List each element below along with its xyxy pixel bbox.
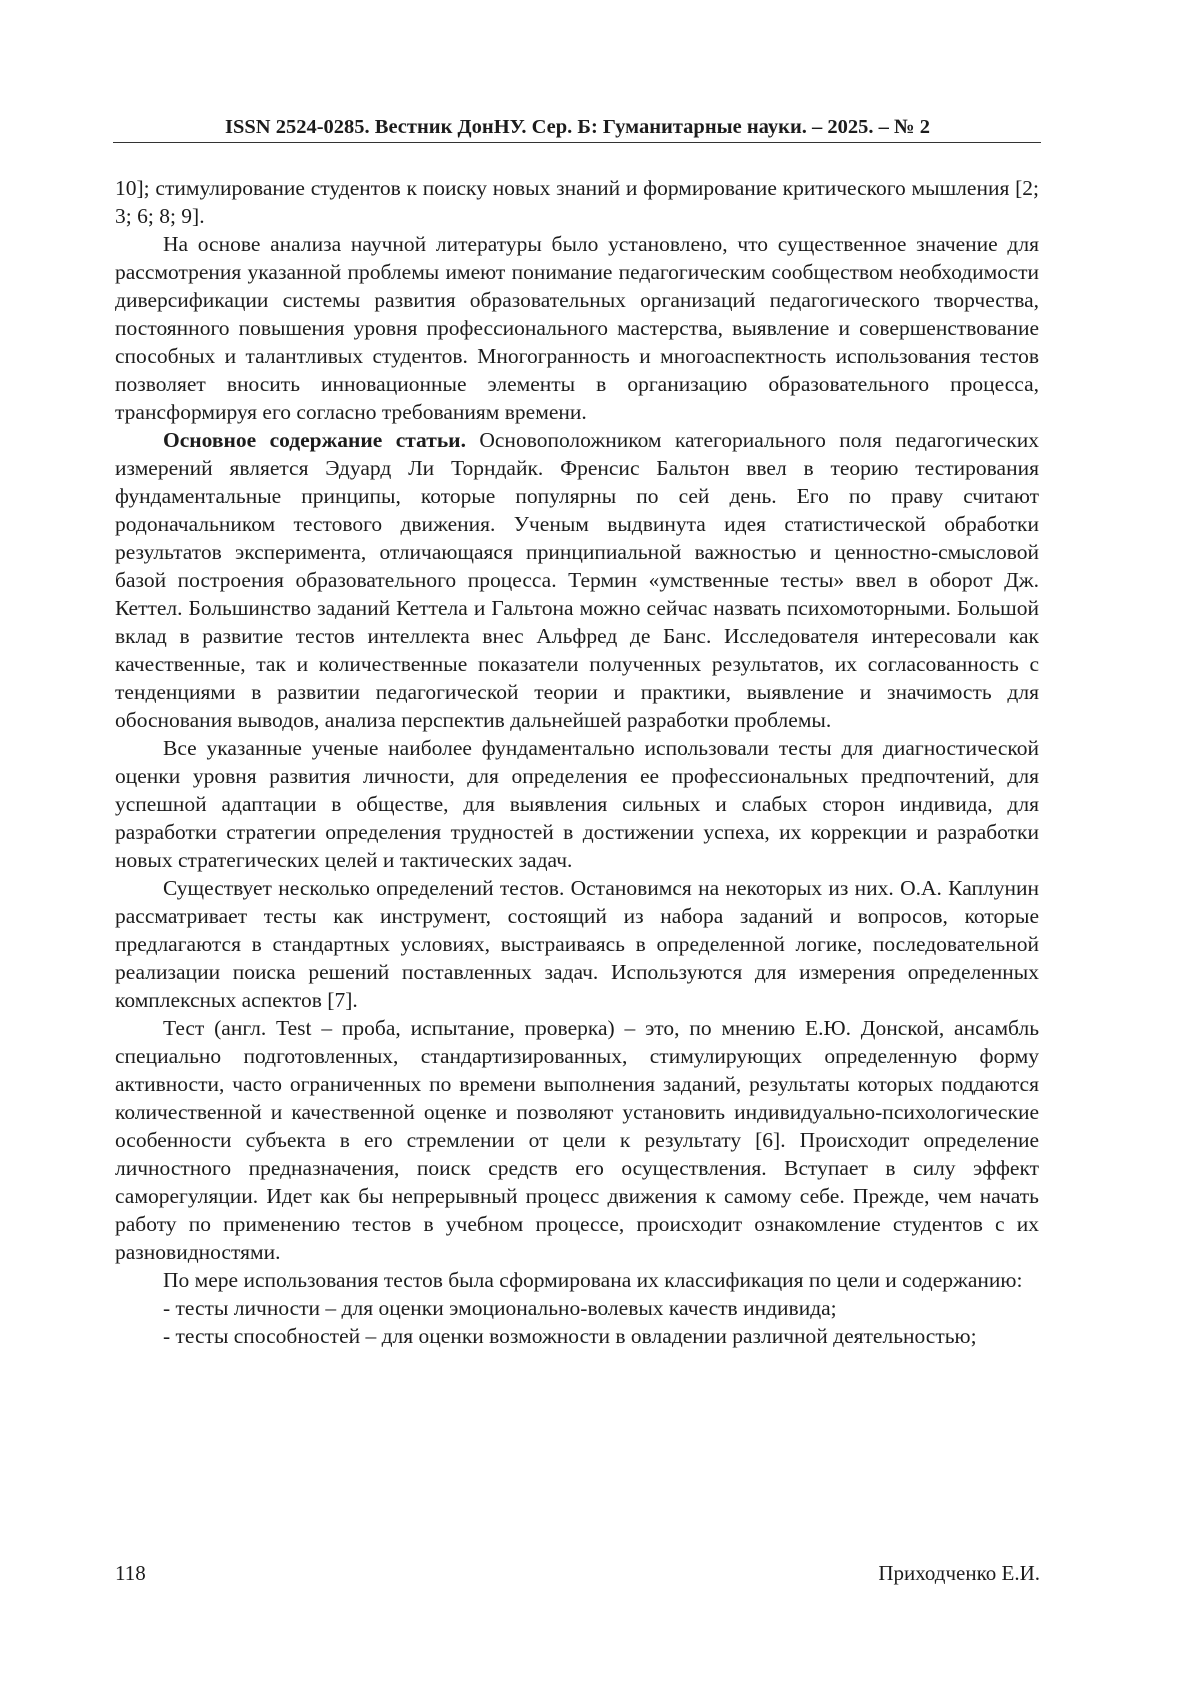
- list-item-2: - тесты способностей – для оценки возможности в овладении различной деятельностью;: [163, 1324, 977, 1348]
- header-rule: [113, 142, 1041, 143]
- footer-author: Приходченко Е.И.: [878, 1561, 1040, 1585]
- section-heading: Основное содержание статьи.: [163, 428, 466, 452]
- journal-header: ISSN 2524-0285. Вестник ДонНУ. Сер. Б: Гуманитарные науки. – 2025. – № 2: [225, 116, 930, 138]
- paragraph-5: Тест (англ. Test – проба, испытание, проверка) – это, по мнению Е.Ю. Донской, ансамбль специально подготовленных, стандартизированных, стимулирующих определенную форму активности, часто ограниченных по времени выполнения заданий, результаты которых поддаются количественной и качественной оценке и позволяют установить индивидуально-психологические особенности субъекта в его стремлении от цели к результату [6]. Происходит определение личностного предназначения, поиск средств его осуществления. Вступает в силу эффект саморегуляции. Идет как бы непрерывный процесс движения к самому себе. Прежде, чем начать работу по применению тестов в учебном процессе, происходит ознакомление студентов с их разновидностями.: [115, 1016, 1039, 1264]
- paragraph-1: На основе анализа научной литературы было установлено, что существенное значение для рассмотрения указанной проблемы имеют понимание педагогическим сообществом необходимости диверсификации системы развития образовательных организаций педагогического творчества, постоянного повышения уровня профессионального мастерства, выявление и совершенствование способных и талантливых студентов. Многогранность и многоаспектность использования тестов позволяет вносить инновационные элементы в организацию образовательного процесса, трансформируя его согласно требованиям времени.: [115, 232, 1039, 424]
- list-item-1: - тесты личности – для оценки эмоционально-волевых качеств индивида;: [163, 1296, 837, 1320]
- page-number: 118: [115, 1561, 146, 1585]
- paragraph-6: По мере использования тестов была сформирована их классификация по цели и содержанию:: [163, 1268, 1023, 1292]
- paragraph-0: 10]; стимулирование студентов к поиску новых знаний и формирование критического мышления [2; 3; 6; 8; 9].: [115, 176, 1039, 228]
- article-body: [115, 174, 1039, 1350]
- paragraph-2-text: Основоположником категориального поля педагогических измерений является Эдуард Ли Торндайк. Френсис Бальтон ввел в теорию тестирования фундаментальные принципы, которые популярны по сей день. Его по праву считают родоначальником тестового движения. Ученым выдвинута идея статистической обработки результатов эксперимента, отличающаяся принципиальной важностью и ценностно-смысловой базой построения образовательного процесса. Термин «умственные тесты» ввел в оборот Дж. Кеттел. Большинство заданий Кеттела и Гальтона можно сейчас назвать психомоторными. Большой вклад в развитие тестов интеллекта внес Альфред де Банс. Исследователя интересовали как качественные, так и количественные показатели полученных результатов, их согласованность с тенденциями в развитии педагогической теории и практики, выявление и значимость для обоснования выводов, анализа перспектив дальнейшей разработки проблемы.: [115, 428, 1039, 732]
- paragraph-2: [115, 426, 1039, 734]
- paragraph-4: Существует несколько определений тестов. Остановимся на некоторых из них. О.А. Каплунин рассматривает тесты как инструмент, состоящий из набора заданий и вопросов, которые предлагаются в стандартных условиях, выстраиваясь в определенной логике, последовательной реализации поиска решений поставленных задач. Используются для измерения определенных комплексных аспектов [7].: [115, 876, 1039, 1012]
- paragraph-3: Все указанные ученые наиболее фундаментально использовали тесты для диагностической оценки уровня развития личности, для определения ее профессиональных предпочтений, для успешной адаптации в обществе, для выявления сильных и слабых сторон индивида, для разработки стратегии определения трудностей в достижении успеха, их коррекции и разработки новых стратегических целей и тактических задач.: [115, 736, 1039, 872]
